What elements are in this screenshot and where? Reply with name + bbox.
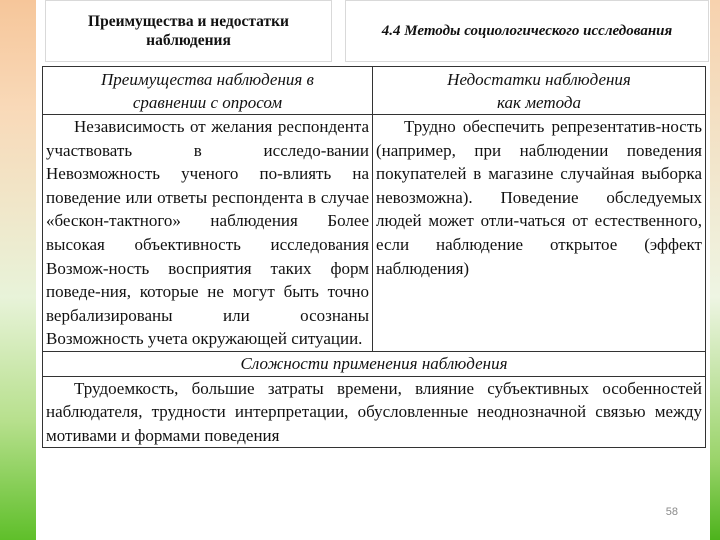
advantages-cell: Независимость от желания респондента участвовать в исследо-вании Невозможность ученого по-влиять на поведение или ответы респондента в случае «бескон-тактного» наблюдения Более высокая объективность исследования Возмож-ность восприятия таких форм поведе-ния, которые не могут быть точно вербализированы или осознаны Возможность учета окружающей ситуации. [43, 115, 373, 352]
slide-title-line2: наблюдения [146, 32, 231, 49]
slide-title [45, 0, 332, 62]
col1-header-line1: Преимущества наблюдения в [101, 70, 314, 89]
difficulties-cell: Трудоемкость, большие затраты времени, влияние субъективных особенностей наблюдателя, трудности интерпретации, обусловленные неоднозначной связью между мотивами и формами поведения [43, 376, 706, 448]
col2-header-line1: Недостатки наблюдения [447, 70, 631, 89]
content-panel [42, 66, 705, 536]
col2-header [373, 67, 706, 115]
table-body-row [43, 115, 706, 352]
table-subheader-row [43, 351, 706, 376]
left-decorative-stripe [0, 0, 36, 540]
section-header: 4.4 Методы социологического исследования [345, 0, 709, 62]
difficulties-subheader: Сложности применения наблюдения [43, 351, 706, 376]
col1-header-line2: сравнении с опросом [132, 93, 283, 112]
col2-header-line2: как метода [496, 93, 582, 112]
comparison-table [42, 66, 706, 448]
slide-title-line1: Преимущества и недостатки [88, 13, 289, 30]
table-difficulties-row [43, 376, 706, 448]
table-header-row [43, 67, 706, 115]
page-number: 58 [665, 506, 678, 518]
disadvantages-cell: Трудно обеспечить репрезентатив-ность (например, при наблюдении поведения покупателей в магазине случайная выборка невозможна). Поведение обследуемых людей может отли-чаться от естественного, если наблюдение открытое (эффект наблюдения) [373, 115, 706, 352]
col1-header [43, 67, 373, 115]
right-decorative-stripe [710, 0, 720, 540]
